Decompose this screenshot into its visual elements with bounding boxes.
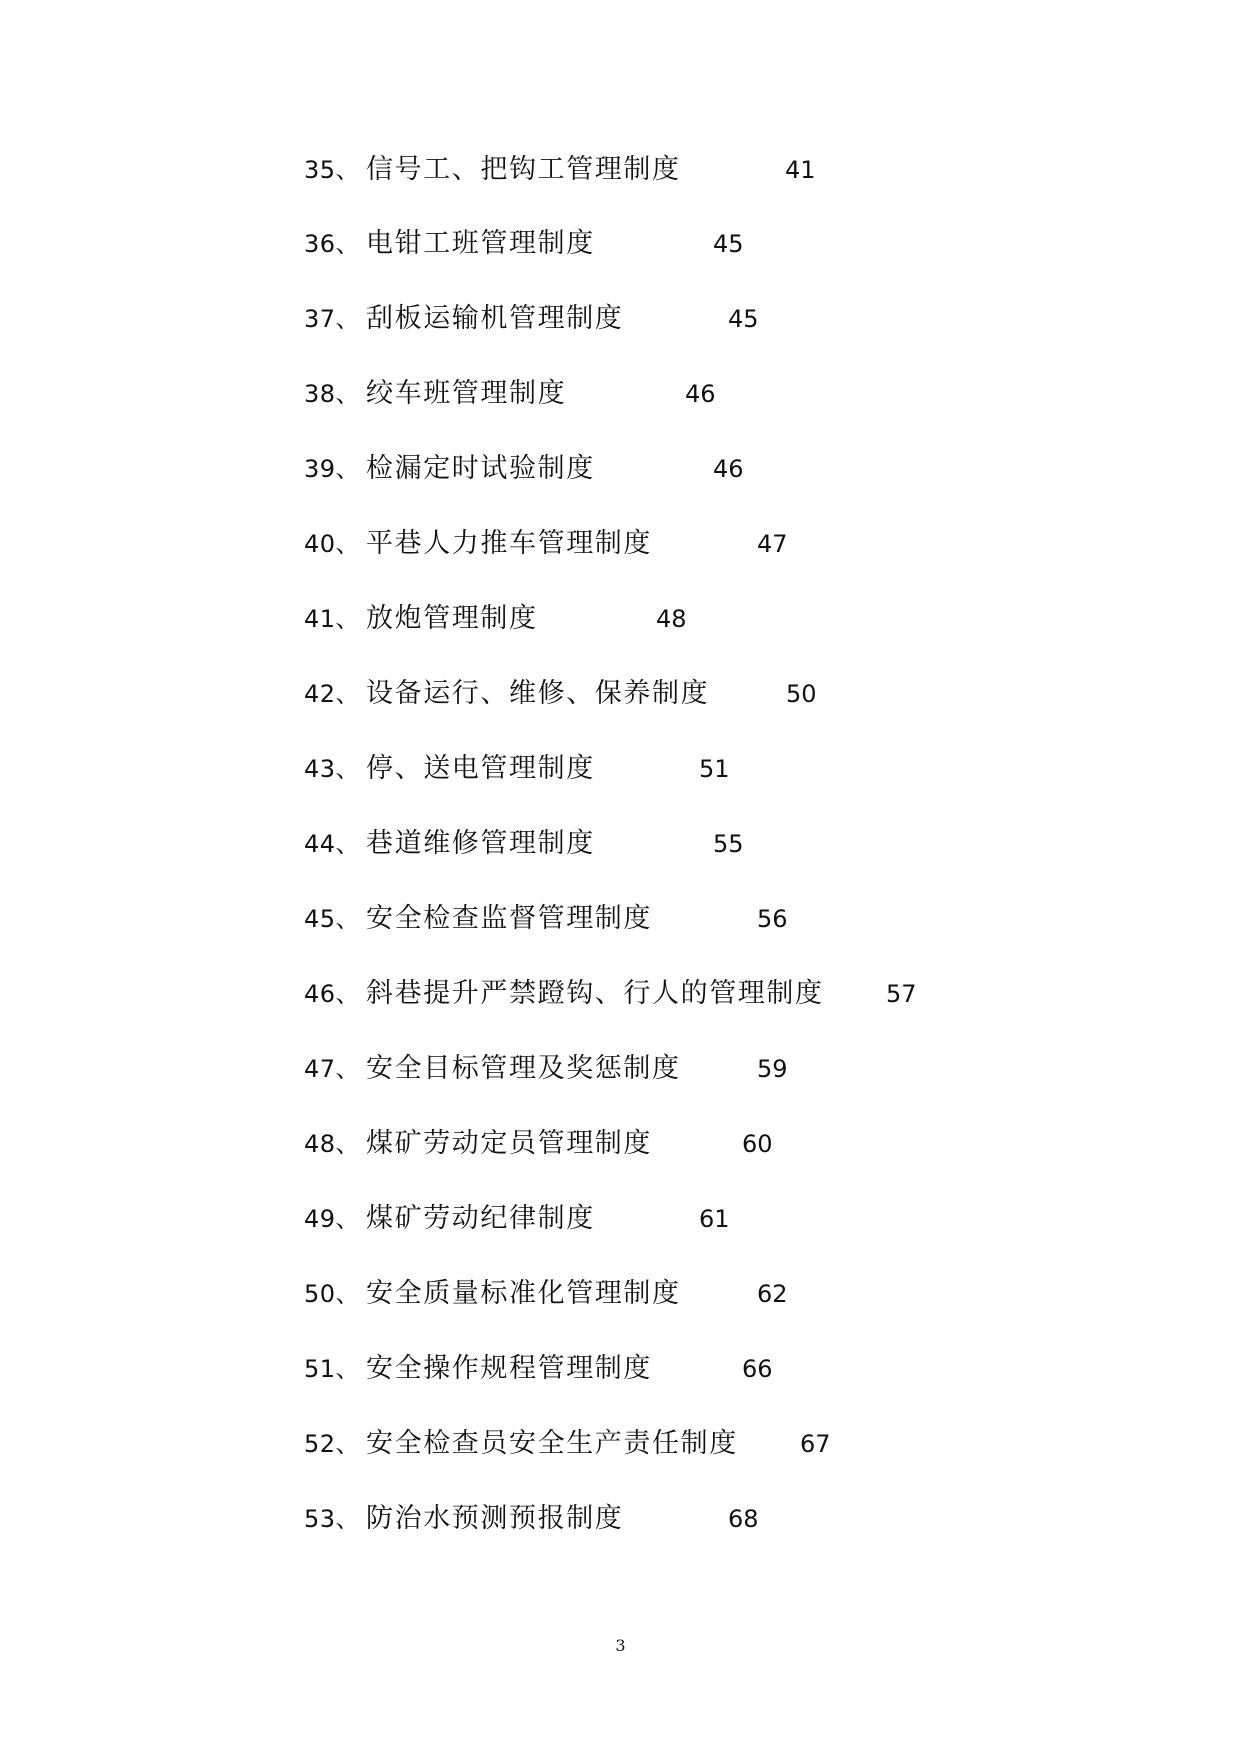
entry-page-number: 46 [685,380,716,408]
entry-title: 巷道维修管理制度 [366,828,595,859]
entry-title: 设备运行、维修、保养制度 [366,678,710,709]
entry-number: 38、 [304,380,361,408]
entry-title: 煤矿劳动定员管理制度 [366,1128,652,1159]
entry-title: 刮板运输机管理制度 [366,303,624,334]
entry-page-number: 46 [713,455,744,483]
entry-number: 47、 [304,1055,361,1083]
entry-page-number: 47 [757,530,788,558]
entry-number: 49、 [304,1205,361,1233]
entry-number: 45、 [304,905,361,933]
entry-title: 平巷人力推车管理制度 [366,528,652,559]
entry-page-number: 48 [656,605,687,633]
entry-page-number: 60 [742,1130,773,1158]
entry-title: 检漏定时试验制度 [366,453,595,484]
entry-title: 绞车班管理制度 [366,378,567,409]
entry-number: 37、 [304,305,361,333]
entry-page-number: 57 [886,980,917,1008]
entry-page-number: 68 [728,1505,759,1533]
entry-page-number: 61 [699,1205,730,1233]
entry-title: 煤矿劳动纪律制度 [366,1203,595,1234]
entry-page-number: 41 [785,156,816,184]
entry-number: 44、 [304,830,361,858]
entry-title: 安全质量标准化管理制度 [366,1278,681,1309]
entry-page-number: 66 [742,1355,773,1383]
entry-number: 52、 [304,1430,361,1458]
entry-page-number: 45 [713,230,744,258]
entry-number: 51、 [304,1355,361,1383]
entry-title: 安全检查员安全生产责任制度 [366,1428,738,1459]
entry-number: 41、 [304,605,361,633]
entry-title: 安全操作规程管理制度 [366,1353,652,1384]
entry-page-number: 56 [757,905,788,933]
entry-title: 电钳工班管理制度 [366,228,595,259]
entry-number: 42、 [304,680,361,708]
entry-number: 36、 [304,230,361,258]
entry-number: 48、 [304,1130,361,1158]
entry-number: 46、 [304,980,361,1008]
entry-title: 安全目标管理及奖惩制度 [366,1053,681,1084]
page-number: 3 [615,1636,626,1655]
entry-number: 35、 [304,156,361,184]
entry-title: 停、送电管理制度 [366,753,595,784]
entry-number: 50、 [304,1280,361,1308]
entry-number: 53、 [304,1505,361,1533]
entry-number: 43、 [304,755,361,783]
entry-title: 放炮管理制度 [366,603,538,634]
entry-page-number: 62 [757,1280,788,1308]
entry-title: 信号工、把钩工管理制度 [366,154,681,185]
entry-title: 安全检查监督管理制度 [366,903,652,934]
entry-page-number: 67 [800,1430,831,1458]
entry-page-number: 59 [757,1055,788,1083]
entry-page-number: 55 [713,830,744,858]
entry-page-number: 51 [699,755,730,783]
entry-page-number: 45 [728,305,759,333]
entry-title: 防治水预测预报制度 [366,1503,624,1534]
entry-title: 斜巷提升严禁蹬钩、行人的管理制度 [366,978,824,1009]
entry-number: 39、 [304,455,361,483]
entry-page-number: 50 [786,680,817,708]
entry-number: 40、 [304,530,361,558]
